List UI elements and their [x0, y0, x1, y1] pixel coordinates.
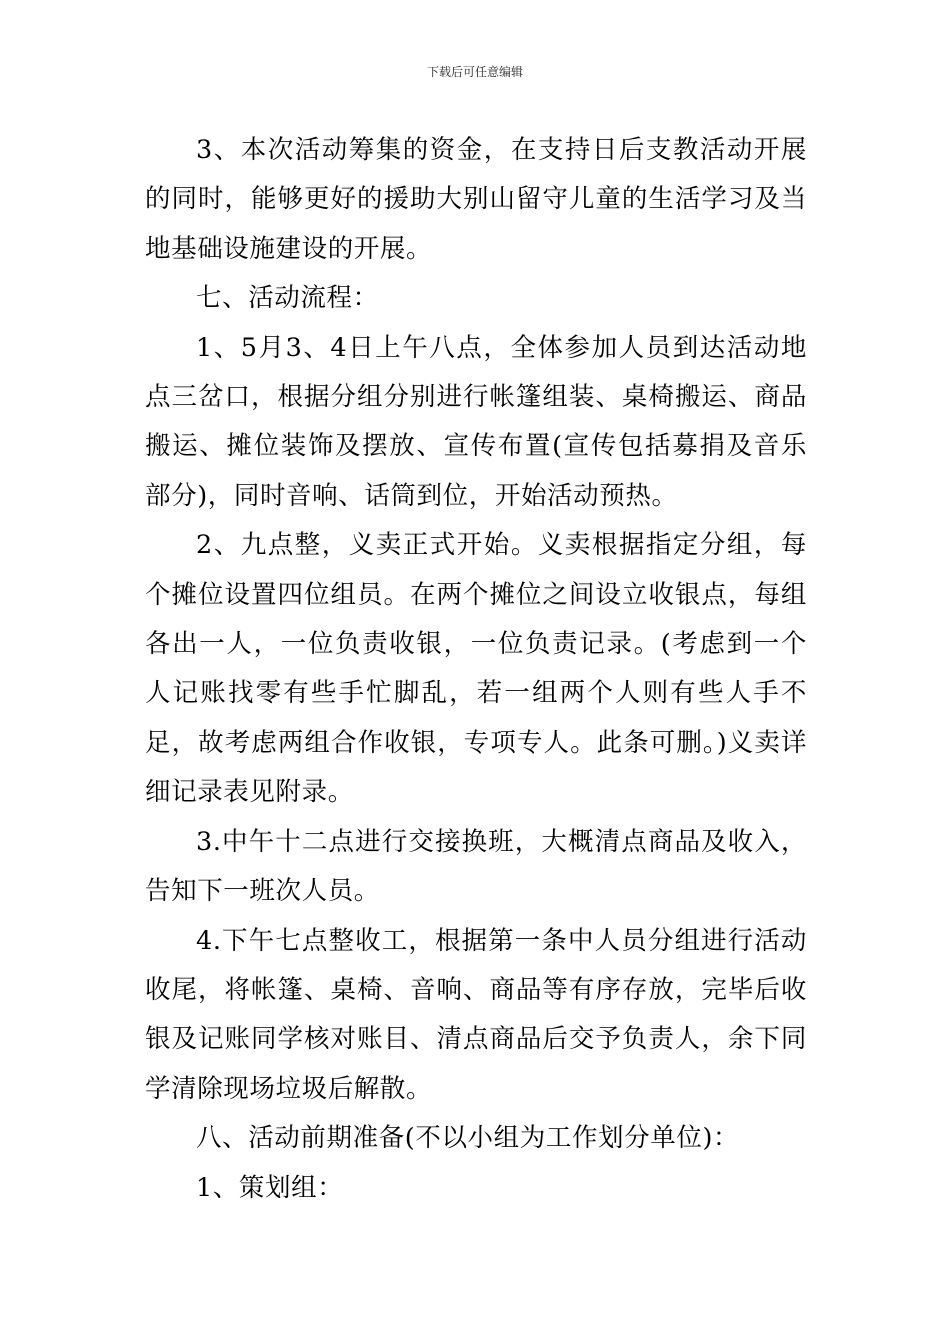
section-heading-preparation: 八、活动前期准备(不以小组为工作划分单位)： [196, 1123, 740, 1154]
section-heading-activity-flow: 七、活动流程： [196, 283, 379, 314]
paragraph-flow-step-3: 3.中午十二点进行交接换班，大概清点商品及收入，告知下一班次人员。 [145, 826, 807, 907]
paragraph-funds-purpose: 3、本次活动筹集的资金，在支持日后支教活动开展的同时，能够更好的援助大别山留守儿童的生活学习及当地基础设施建设的开展。 [145, 135, 807, 264]
paragraph-flow-step-2: 2、九点整，义卖正式开始。义卖根据指定分组，每个摊位设置四位组员。在两个摊位之间设立收银点，每组各出一人，一位负责收银，一位负责记录。(考虑到一个人记账找零有些手忙脚乱，若一组两个人则有些人手不足，故考虑两组合作收银，专项专人。此条可删。)义卖详细记录表见附录。 [145, 530, 807, 808]
document-body [145, 126, 807, 1213]
paragraph-flow-step-1: 1、5月3、4日上午八点，全体参加人员到达活动地点三岔口，根据分组分别进行帐篷组装、桌椅搬运、商品搬运、摊位装饰及摆放、宣传布置(宣传包括募捐及音乐部分)，同时音响、话筒到位，开始活动预热。 [145, 332, 807, 511]
paragraph-planning-group: 1、策划组： [196, 1172, 344, 1203]
page-header: 下载后可任意编辑 [426, 65, 523, 79]
paragraph-flow-step-4: 4.下午七点整收工，根据第一条中人员分组进行活动收尾，将帐篷、桌椅、音响、商品等有序存放，完毕后收银及记账同学核对账目、清点商品后交予负责人，余下同学清除现场垃圾后解散。 [145, 925, 807, 1104]
